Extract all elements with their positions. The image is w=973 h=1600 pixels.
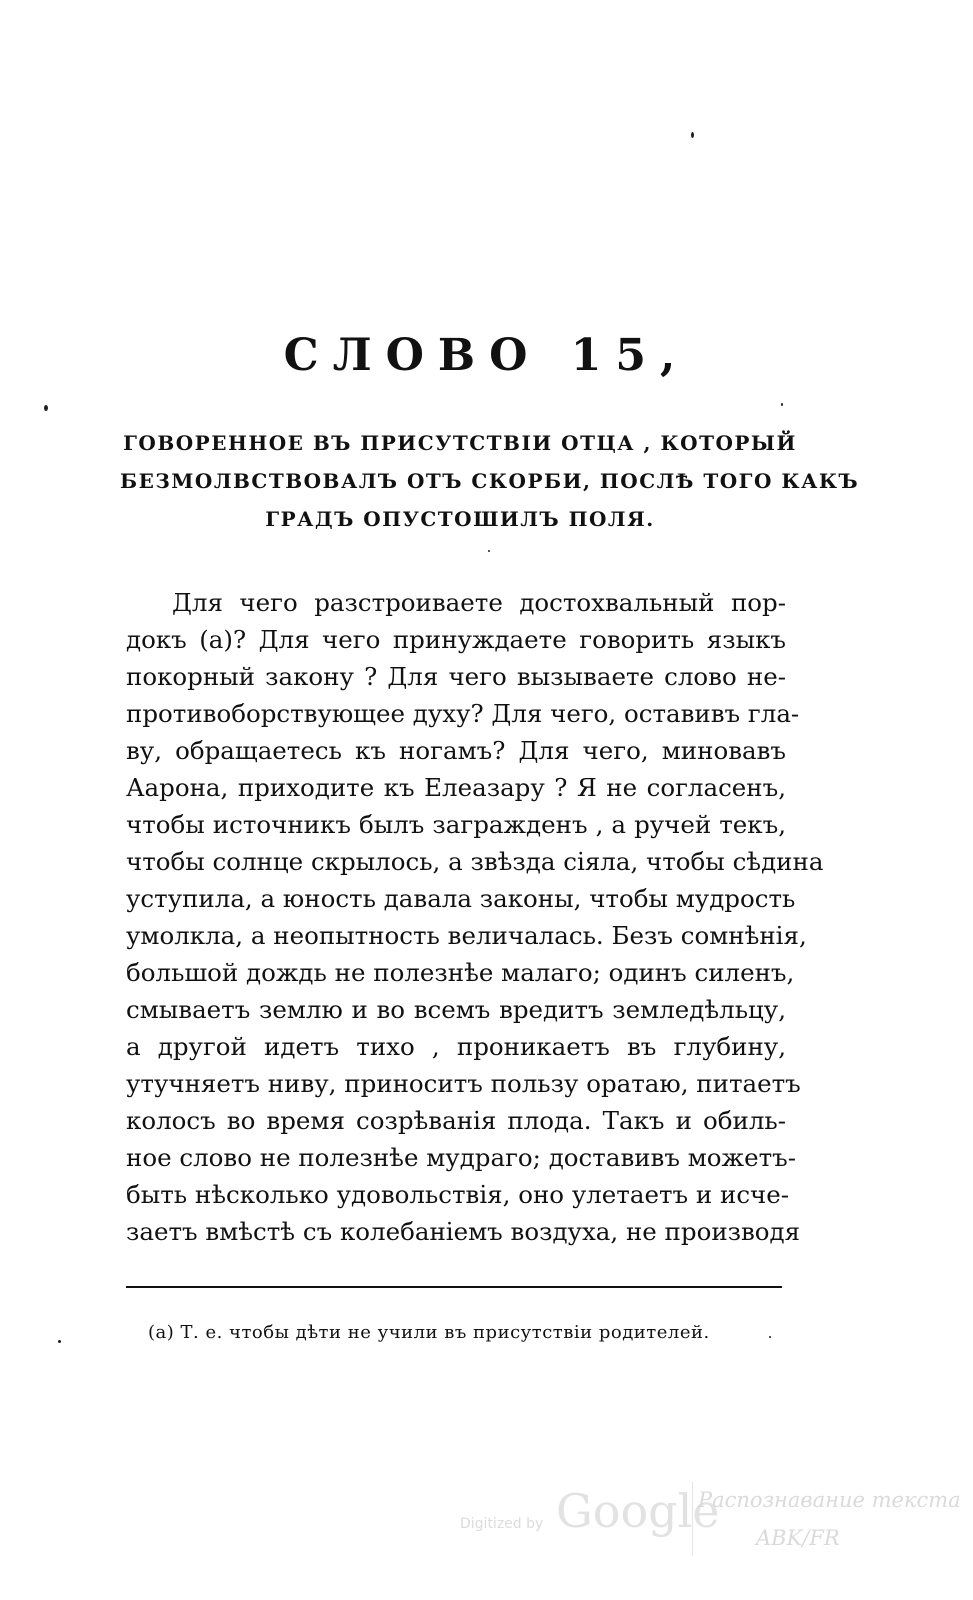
body-line: а другой идетъ тихо , проникаетъ въ глубину,: [126, 1032, 786, 1061]
body-line: чтобы солнце скрылось, а звѣзда сіяла, чтобы сѣдина: [126, 847, 824, 876]
body-line: ву, обращаетесь къ ногамъ? Для чего, миновавъ: [126, 736, 786, 765]
body-line: Аарона, приходите къ Елеазару ? Я не согласенъ,: [126, 773, 786, 802]
body-line: колосъ во время созрѣванія плода. Такъ и обиль-: [126, 1106, 786, 1135]
subtitle-line: БЕЗМОЛВСТВОВАЛЪ ОТЪ СКОРБИ, ПОСЛѢ ТОГО КАКЪ: [120, 469, 860, 493]
chapter-title: СЛОВО 15,: [283, 330, 690, 381]
scan-speck: [769, 1336, 771, 1338]
scan-speck: [781, 403, 783, 406]
body-line: утучняетъ ниву, приноситъ пользу оратаю, питаетъ: [126, 1069, 801, 1098]
body-line: заетъ вмѣстѣ съ колебаніемъ воздуха, не производя: [126, 1217, 801, 1246]
body-line: большой дождь не полезнѣе малаго; одинъ силенъ,: [126, 958, 795, 987]
scan-speck: [44, 405, 48, 411]
watermark-divider: [692, 1482, 693, 1556]
body-line: умолкла, а неопытность величалась. Безъ сомнѣнія,: [126, 921, 807, 950]
recognition-label: Распознавание текста: [698, 1488, 961, 1512]
footnote-divider: [126, 1286, 782, 1288]
chapter-subtitle: [120, 424, 860, 538]
recognition-sublabel: ABK/FR: [756, 1526, 840, 1550]
footnote: (a) Т. е. чтобы дѣти не учили въ присутствіи родителей.: [148, 1322, 710, 1343]
body-line: противоборствующее духу? Для чего, оставивъ гла-: [126, 699, 800, 728]
scan-speck: [58, 1340, 61, 1343]
body-line: покорный закону ? Для чего вызываете слово не-: [126, 662, 786, 691]
body-line: докъ (a)? Для чего принуждаете говорить языкъ: [126, 625, 786, 654]
scan-speck: [488, 550, 490, 552]
body-line: Для чего разстроиваете достохвальный пор-: [172, 588, 786, 617]
digitized-by-label: Digitized by: [460, 1516, 544, 1532]
body-line: ное слово не полезнѣе мудраго; доставивъ можетъ-: [126, 1143, 796, 1172]
body-line: быть нѣсколько удовольствія, оно улетаетъ и исче-: [126, 1180, 790, 1209]
body-line: уступила, а юность давала законы, чтобы мудрость: [126, 884, 796, 913]
body-paragraph: [126, 584, 824, 1250]
digitization-watermark: [456, 1472, 961, 1572]
body-line: чтобы источникъ былъ загражденъ , а ручей текъ,: [126, 810, 786, 839]
scan-speck: [691, 132, 694, 138]
subtitle-line: ГРАДЪ ОПУСТОШИЛЪ ПОЛЯ.: [265, 507, 655, 531]
subtitle-line: ГОВОРЕННОЕ ВЪ ПРИСУТСТВІИ ОТЦА , КОТОРЫЙ: [123, 431, 797, 455]
google-logo: Google: [556, 1484, 720, 1538]
body-line: смываетъ землю и во всемъ вредитъ земледѣльцу,: [126, 995, 786, 1024]
